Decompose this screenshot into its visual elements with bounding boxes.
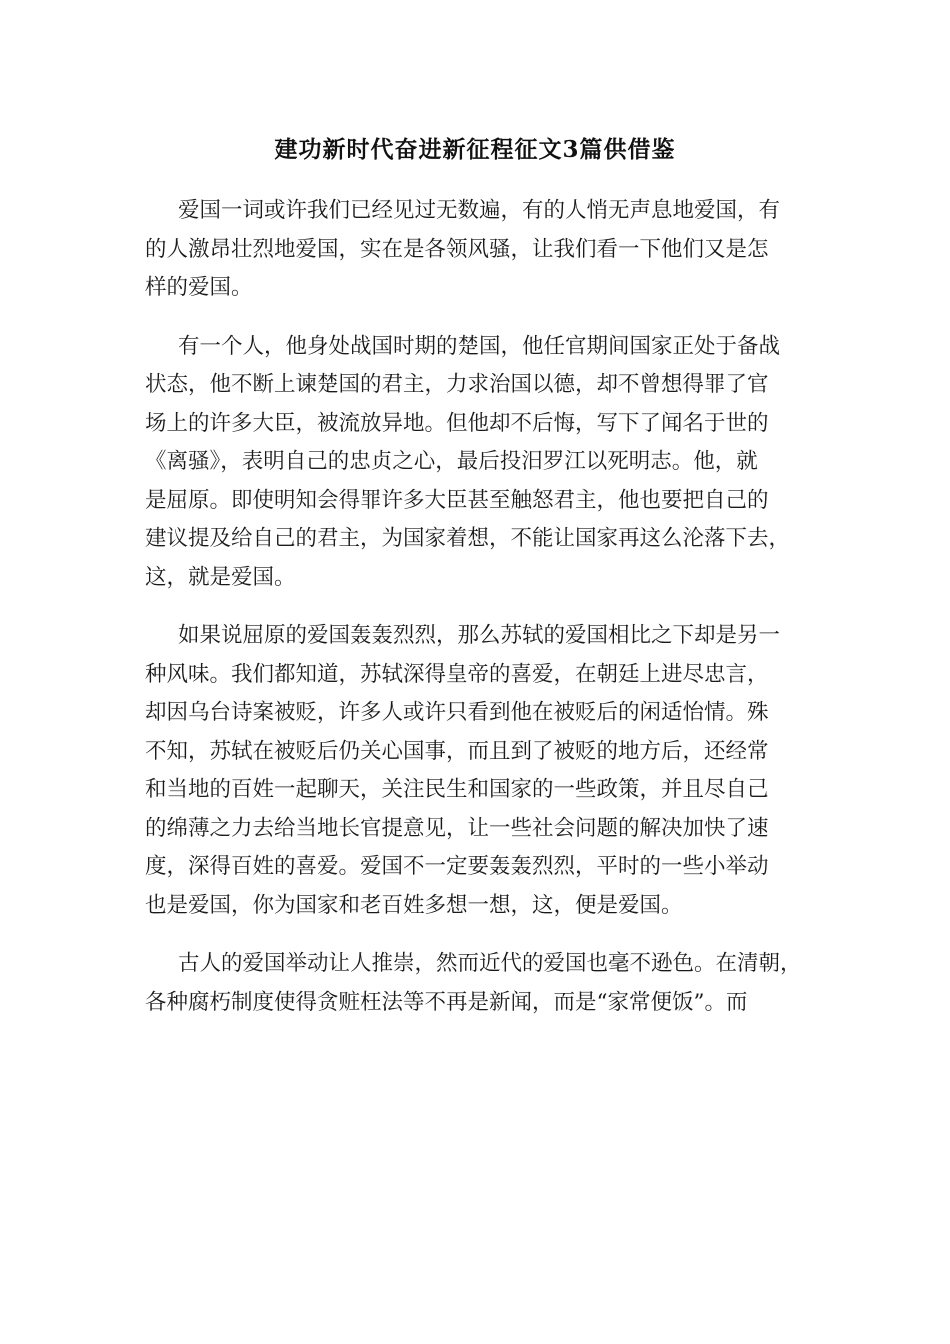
text-line: 如果说屈原的爱国轰轰烈烈，那么苏轼的爱国相比之下却是另一 xyxy=(178,623,781,648)
text-line: 场上的许多大臣，被流放异地。但他却不后悔，写下了闻名于世的 xyxy=(145,410,769,436)
paragraph xyxy=(145,945,807,1022)
text-line: 是屈原。即使明知会得罪许多大臣甚至触怒君主，他也要把自己的 xyxy=(145,487,769,513)
text-line: 这，就是爱国。 xyxy=(145,564,296,590)
paragraph xyxy=(145,617,807,925)
text-line: 古人的爱国举动让人推崇，然而近代的爱国也毫不逊色。在清朝， xyxy=(178,951,802,976)
text-line: 种风味。我们都知道，苏轼深得皇帝的喜爱，在朝廷上进尽忠言， xyxy=(145,661,769,687)
text-line: 样的爱国。 xyxy=(145,275,253,300)
text-line: 各种腐朽制度使得贪赃枉法等不再是新闻，而是“家常便饭”。而 xyxy=(145,989,748,1015)
text-line: 有一个人，他身处战国时期的楚国，他任官期间国家正处于备战 xyxy=(178,333,781,359)
text-line: 度，深得百姓的喜爱。爱国不一定要轰轰烈烈，平时的一些小举动 xyxy=(145,854,769,879)
text-line: 建议提及给自己的君主，为国家着想，不能让国家再这么沦落下去， xyxy=(145,526,791,551)
text-line: 也是爱国，你为国家和老百姓多想一想，这，便是爱国。 xyxy=(145,892,683,918)
text-line: 不知，苏轼在被贬后仍关心国事，而且到了被贬的地方后，还经常 xyxy=(145,738,769,764)
text-line: 《离骚》，表明自己的忠贞之心，最后投汨罗江以死明志。他，就 xyxy=(145,449,758,474)
text-line: 的绵薄之力去给当地长官提意见，让一些社会问题的解决加快了速 xyxy=(145,815,769,841)
document-title: 建功新时代奋进新征程征文3篇供借鉴 xyxy=(274,136,676,163)
paragraph xyxy=(145,328,807,598)
text-line: 却因乌台诗案被贬，许多人或许只看到他在被贬后的闲适怡情。殊 xyxy=(145,700,769,725)
text-line: 状态，他不断上谏楚国的君主，力求治国以德，却不曾想得罪了官 xyxy=(145,372,769,397)
paragraph xyxy=(145,192,807,308)
text-line: 爱国一词或许我们已经见过无数遍，有的人悄无声息地爱国，有 xyxy=(178,198,781,223)
text-line: 的人激昂壮烈地爱国，实在是各领风骚，让我们看一下他们又是怎 xyxy=(145,236,769,262)
text-line: 和当地的百姓一起聊天，关注民生和国家的一些政策，并且尽自己 xyxy=(145,777,769,802)
document-body xyxy=(145,192,807,1042)
